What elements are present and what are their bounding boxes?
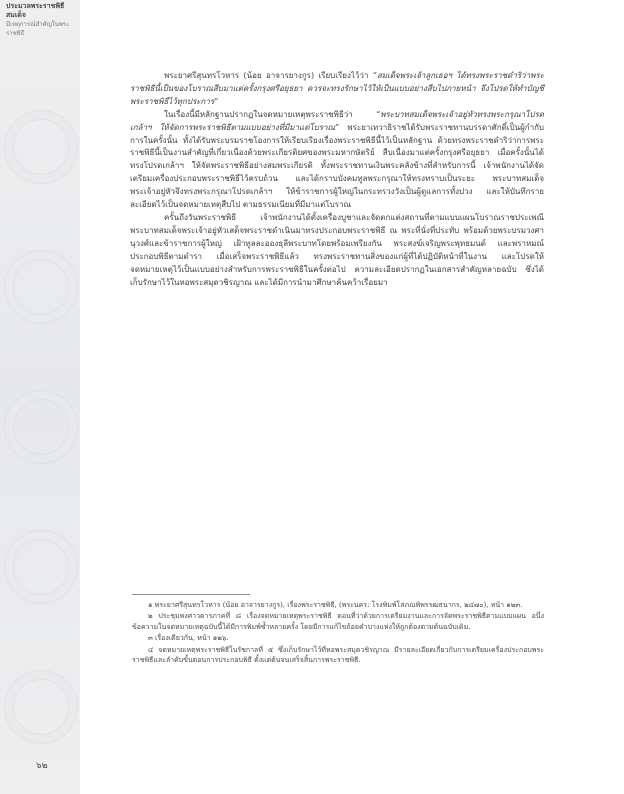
ornament-pattern <box>4 530 78 604</box>
left-decorative-band <box>0 0 80 794</box>
body-text <box>130 70 544 289</box>
footnote-divider <box>132 594 250 595</box>
running-header-title: ประมวลพระราชพิธีสมเด็จ <box>6 2 65 19</box>
paragraph-quote: “พระบาทสมเด็จพระเจ้าอยู่หัวทรงพระกรุณาโปรดเกล้าฯ ให้จัดการพระราชพิธีตามแบบอย่างที่มีมาแต่โบราณ” <box>130 109 544 132</box>
paragraph <box>130 70 544 109</box>
ornament-pattern <box>4 250 78 324</box>
paragraph <box>130 109 544 212</box>
paragraph-tail: ครั้นถึงวันพระราชพิธี เจ้าพนักงานได้ตั้งเครื่องบูชาและจัดตกแต่งสถานที่ตามแบบแผนโบราณราชประเพณี พระบาทสมเด็จพระเจ้าอยู่หัวเสด็จพระราชดำเนินมาทรงประกอบพระราชพิธี ณ พระที่นั่งที่ประทับ พร้อมด้วยพระบรมวงศานุวงศ์และข้าราชการผู้ใหญ่ เฝ้าทูลละอองธุลีพระบาทโดยพร้อมเพรียงกัน พระสงฆ์เจริญพระพุทธมนต์ และพราหมณ์ประกอบพิธีตามตำรา เมื่อเสร็จพระราชพิธีแล้ว ทรงพระราชทานสิ่งของแก่ผู้ที่ได้ปฏิบัติหน้าที่ในงาน และโปรดให้จดหมายเหตุไว้เป็นแบบอย่างสำหรับการพระราชพิธีในครั้งต่อไป ความละเอียดปรากฏในเอกสารสำคัญหลายฉบับ ซึ่งได้เก็บรักษาไว้ในหอพระสมุดวชิรญาณ และได้มีการนำมาศึกษาค้นคว้าเรื่อยมา <box>130 212 544 287</box>
page-number: ๖๒ <box>36 761 48 771</box>
paragraph-tail: พระยาเทวาธิราชได้รับพระราชทานบรรดาศักดิ์เป็นผู้กำกับการในครั้งนั้น ทั้งได้รับพระบรมราชโองการให้เรียบเรียงเรื่องพระราชพิธีนี้ไว้เป็นหลักฐาน ด้วยทรงพระราชดำริว่าการพระราชพิธีนี้เป็นงานสำคัญที่เกี่ยวเนื่องด้วยพระเกียรติยศของพระมหากษัตริย์ สืบเนื่องมาแต่ครั้งกรุงศรีอยุธยา เมื่อครั้งนั้นได้ทรงโปรดเกล้าฯ ให้จัดพระราชพิธีอย่างสมพระเกียรติ ทั้งพระราชทานเงินพระคลังข้างที่สำหรับการนี้ เจ้าพนักงานได้จัดเตรียมเครื่องประกอบพระราชพิธีไว้ครบถ้วน และได้กราบบังคมทูลพระกรุณาให้ทรงทราบเป็นระยะ พระบาทสมเด็จพระเจ้าอยู่หัวจึงทรงพระกรุณาโปรดเกล้าฯ ให้ข้าราชการผู้ใหญ่ในกระทรวงวังเป็นผู้ดูแลการทั้งปวง และให้บันทึกรายละเอียดไว้เป็นจดหมายเหตุสืบไป ตามธรรมเนียมที่มีมาแต่โบราณ <box>130 122 545 210</box>
footnote: ๔ จดหมายเหตุพระราชพิธีในรัชกาลที่ ๕ ซึ่งเก็บรักษาไว้ที่หอพระสมุดวชิรญาณ มีรายละเอียดเกี่ยวกับการเตรียมเครื่องประกอบพระราชพิธีและลำดับขั้นตอนการประกอบพิธี ตั้งแต่ต้นจนเสร็จสิ้นการพระราชพิธี. <box>132 645 544 665</box>
footnote: ๑ พระยาศรีสุนทรโวหาร (น้อย อาจารยางกูร), เรื่องพระราชพิธี, (พระนคร: โรงพิมพ์โสภณพิพรรฒธนากร, ๒๔๗๐), หน้า ๑๒๓. <box>148 601 523 609</box>
ornament-pattern <box>4 110 78 184</box>
footnotes <box>132 600 544 666</box>
paragraph-lead: พระยาศรีสุนทรโวหาร (น้อย อาจารยางกูร) เรียบเรียงไว้ว่า <box>164 71 369 80</box>
paragraph <box>130 212 544 289</box>
running-header-subtitle: มีเหตุการณ์สำคัญในพระราชพิธี <box>6 21 70 37</box>
footnote: ๓ เรื่องเดียวกัน, หน้า ๑๒๖. <box>148 634 229 643</box>
ornament-pattern <box>4 670 78 744</box>
ornament-pattern <box>4 390 78 464</box>
paragraph-quote: “สมเด็จพระเจ้าลูกเธอฯ ได้ทรงพระราชดำริว่าพระราชพิธีนี้เป็นของโบราณสืบมาแต่ครั้งกรุงศรีอยุธยา ควรจะทรงรักษาไว้ให้เป็นแบบอย่างสืบไปภายหน้า จึงโปรดให้ทำบัญชีพระราชพิธีไว้ทุกประการ” <box>130 71 545 106</box>
running-header <box>6 2 78 38</box>
footnote: ๒ ประชุมพงศาวดารภาคที่ ๘ เรื่องจดหมายเหตุพระราชพิธี ตอนที่ว่าด้วยการเตรียมงานและการจัดพระราชพิธีตามแบบแผน อนึ่งข้อความในจดหมายเหตุฉบับนี้ได้มีการพิมพ์ซ้ำหลายครั้ง โดยมีการแก้ไขถ้อยคำบางแห่งให้ถูกต้องตามต้นฉบับเดิม. <box>132 612 544 631</box>
paragraph-lead: ในเรื่องนี้มีหลักฐานปรากฏในจดหมายเหตุพระราชพิธีว่า <box>164 109 353 119</box>
